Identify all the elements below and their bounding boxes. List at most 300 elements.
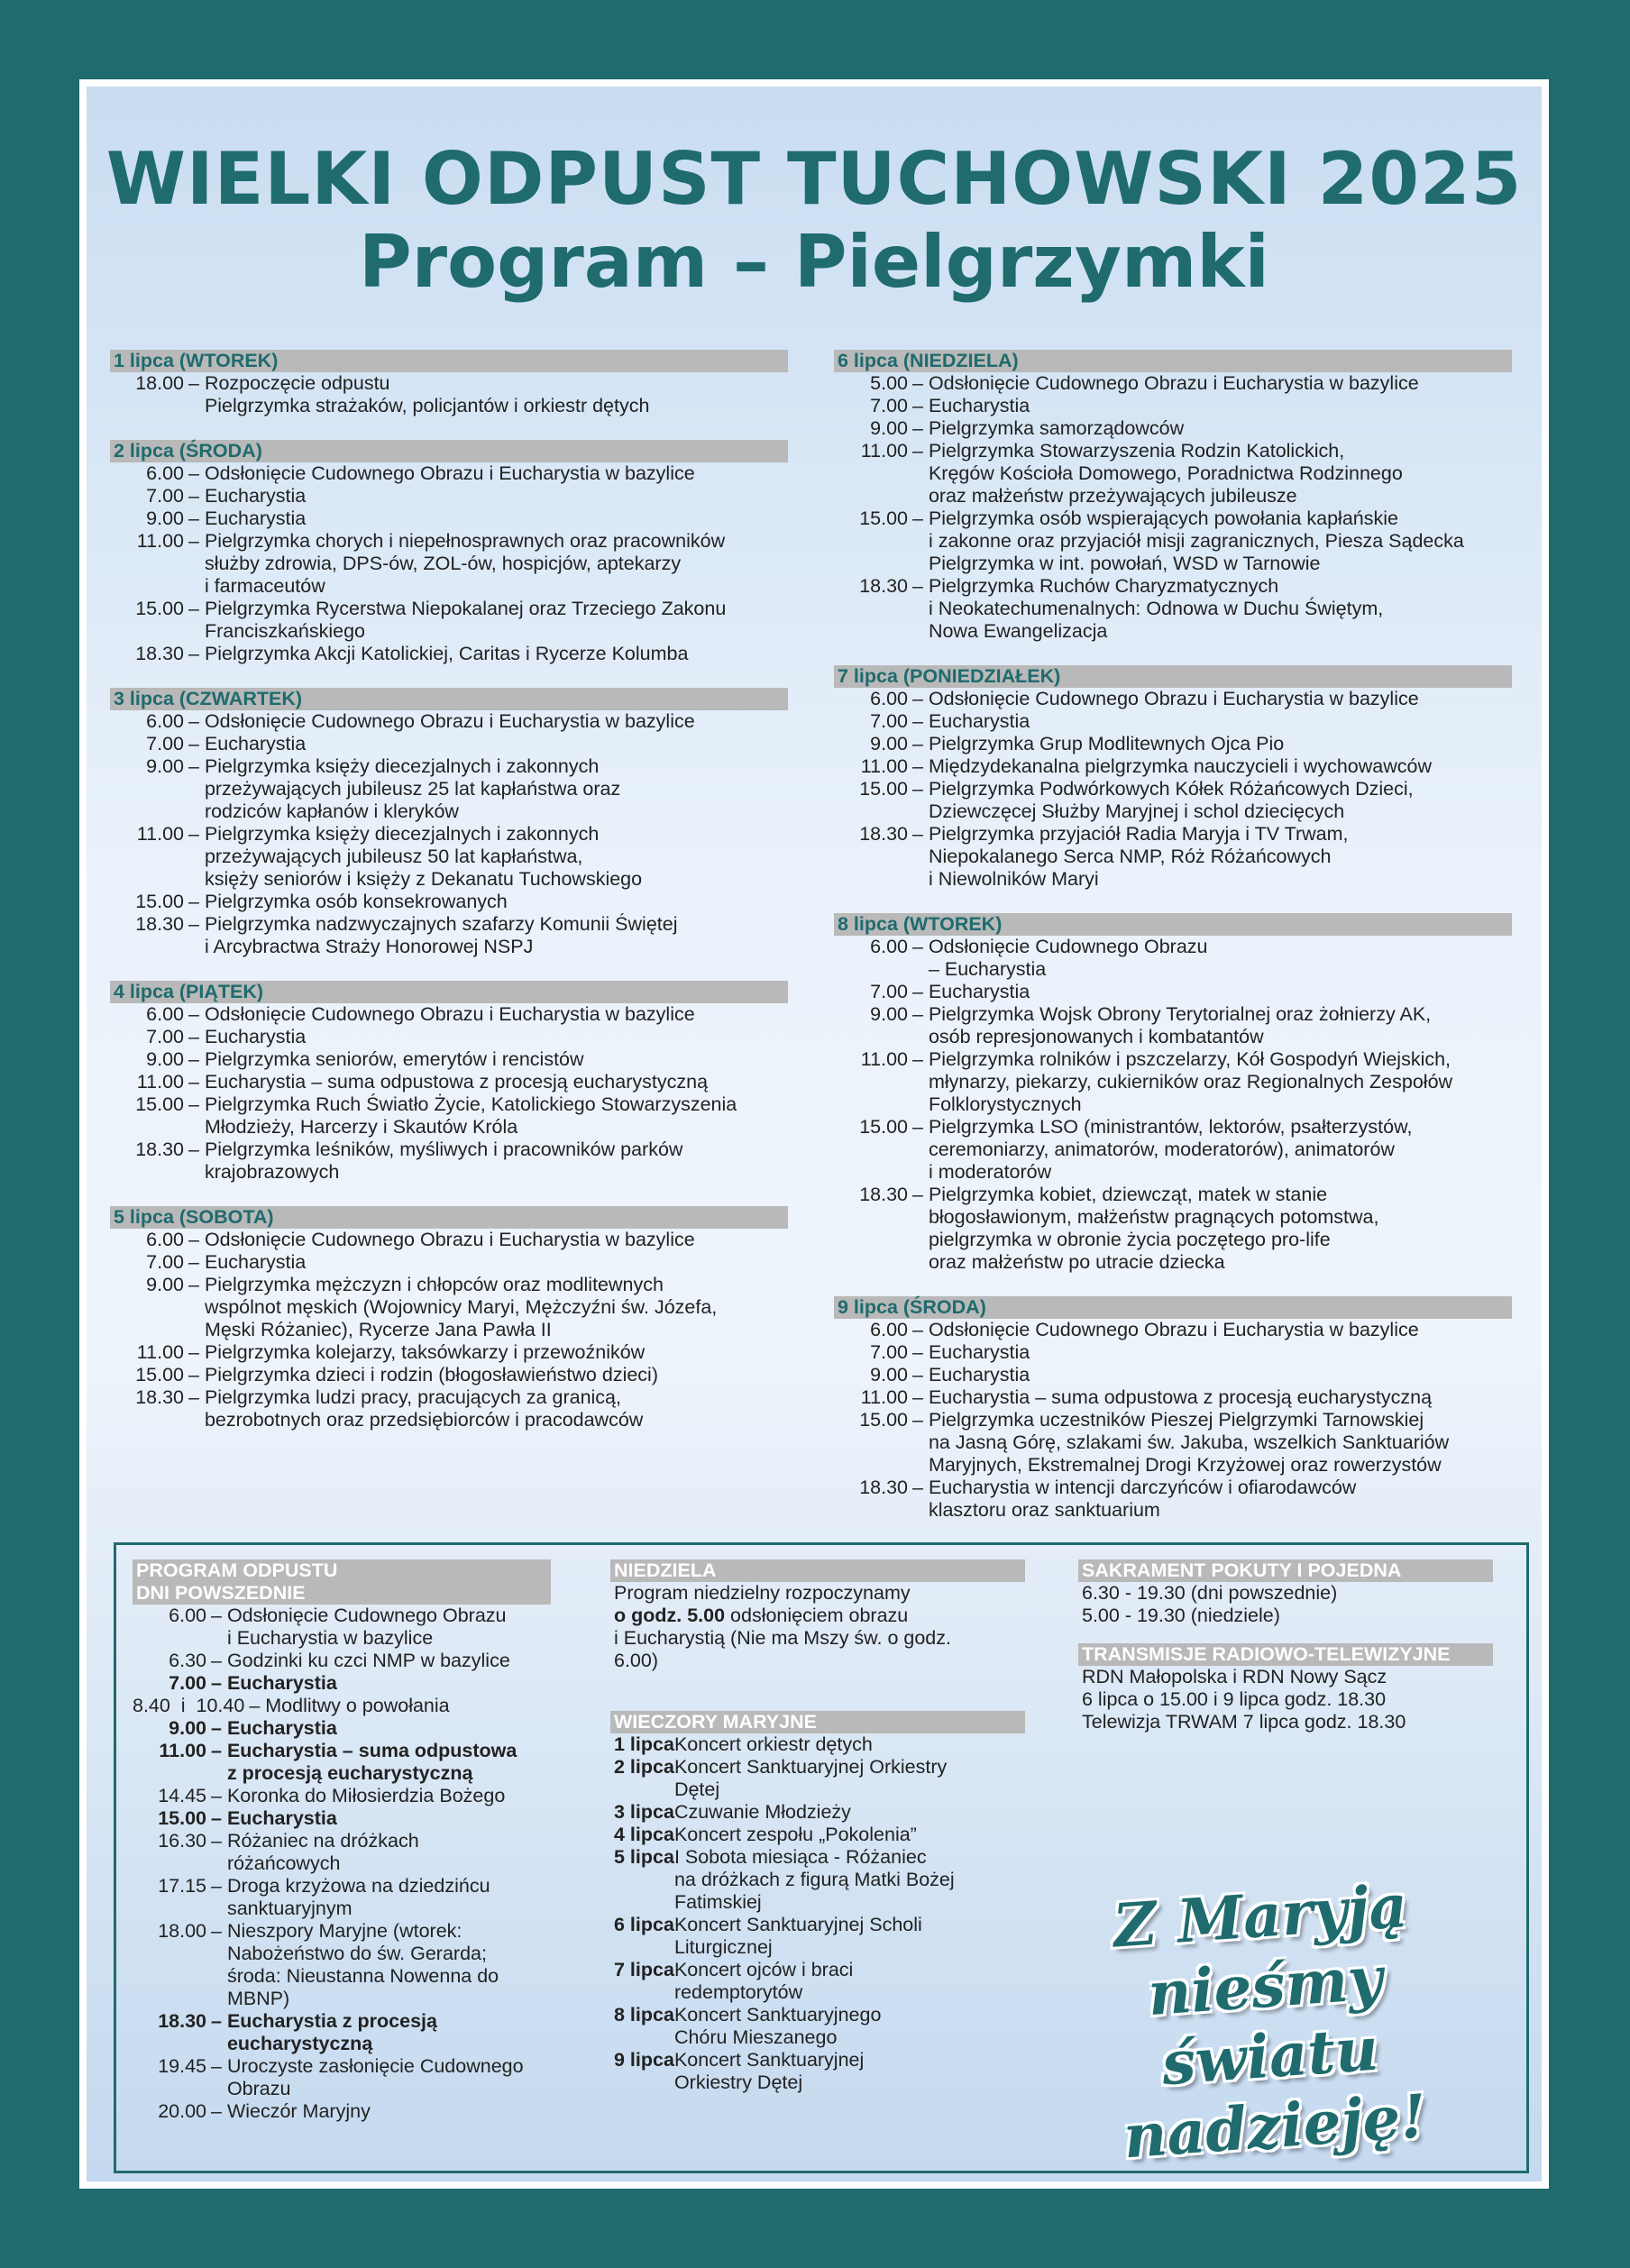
program-dash: – xyxy=(211,1807,227,1829)
event-body xyxy=(184,372,788,417)
event-time: 11.00 xyxy=(136,1071,184,1093)
sunday-header: NIEDZIELA xyxy=(610,1559,1025,1582)
event-time: 9.00 xyxy=(146,508,184,529)
program-time: 14.45 xyxy=(158,1785,206,1806)
sunday-line-1: Program niedzielny rozpoczynamy xyxy=(614,1582,911,1604)
event-dash: – xyxy=(188,1139,205,1160)
schedule-event xyxy=(834,733,1512,755)
program-body xyxy=(206,1807,583,1830)
event-dash: – xyxy=(188,530,205,552)
program-description: Modlitwy o powołania xyxy=(265,1695,450,1716)
event-description: Pielgrzymka rolników i pszczelarzy, Kół Gospodyń Wiejskich, młynarzy, piekarzy, cukierników oraz Regionalnych Zespołów Folklorystycznych xyxy=(928,1048,1453,1115)
schedule-event xyxy=(834,688,1512,710)
evenings-list xyxy=(610,1733,1025,2094)
program-description: Eucharystia xyxy=(226,1672,337,1694)
event-dash: – xyxy=(188,1003,205,1025)
program-description: Nieszpory Maryjne (wtorek: Nabożeństwo do św. Gerarda; środa: Nieustanna Nowenna do MBNP) xyxy=(226,1920,499,2009)
event-time: 5.00 xyxy=(870,372,908,394)
event-time: 11.00 xyxy=(860,1048,908,1070)
event-body xyxy=(908,1409,1512,1477)
day-block xyxy=(834,1296,1512,1522)
event-description: Pielgrzymka Grup Modlitewnych Ojca Pio xyxy=(928,733,1285,754)
event-body xyxy=(908,1386,1512,1409)
sunday-bold-time: o godz. 5.00 xyxy=(614,1605,726,1626)
event-time: 15.00 xyxy=(859,508,908,529)
event-body xyxy=(908,733,1512,755)
schedule-event xyxy=(110,1003,788,1026)
event-body xyxy=(908,688,1512,710)
event-time: 6.00 xyxy=(870,688,908,709)
day-header: 7 lipca (PONIEDZIAŁEK) xyxy=(834,665,1512,688)
event-time: 15.00 xyxy=(135,598,184,619)
evening-day: 7 lipca xyxy=(614,1959,674,1980)
program-item xyxy=(133,1830,583,1875)
motto-line-2: nieśmy xyxy=(1145,1943,1385,2030)
evening-description: Koncert Sanktuaryjnego Chóru Mieszanego xyxy=(673,2004,882,2048)
schedule-event xyxy=(834,417,1512,440)
event-description: Pielgrzymka księży diecezjalnych i zakonnych przeżywających jubileusz 50 lat kapłaństwa, księży seniorów i księży z Dekanatu Tuchowskiego xyxy=(204,823,643,890)
program-item xyxy=(133,1785,583,1807)
event-dash: – xyxy=(912,575,929,597)
event-dash: – xyxy=(188,1341,205,1363)
event-dash: – xyxy=(188,598,205,619)
event-description: Międzydekanalna pielgrzymka nauczycieli i wychowawców xyxy=(928,755,1432,777)
event-dash: – xyxy=(188,710,205,732)
event-time: 18.30 xyxy=(859,1184,908,1205)
event-time: 11.00 xyxy=(860,1386,908,1408)
broadcast-line-3: Telewizja TRWAM 7 lipca godz. 18.30 xyxy=(1082,1711,1406,1733)
program-body xyxy=(206,1875,583,1920)
evening-item xyxy=(610,1824,1025,1846)
event-description: Eucharystia xyxy=(204,1251,307,1273)
schedule-event xyxy=(110,733,788,755)
day-block xyxy=(110,350,788,417)
event-time: 7.00 xyxy=(146,1251,184,1273)
schedule-event xyxy=(834,372,1512,395)
program-body xyxy=(206,2055,583,2100)
sunday-line-3: i Eucharystią (Nie ma Mszy św. o godz. 6.00) xyxy=(614,1627,951,1671)
program-column xyxy=(133,1559,583,2123)
event-description: Odsłonięcie Cudownego Obrazu i Eucharystia w bazylice xyxy=(928,372,1419,394)
event-body xyxy=(908,417,1512,440)
event-body xyxy=(908,395,1512,417)
schedule-event xyxy=(834,1184,1512,1274)
event-dash: – xyxy=(912,778,929,800)
schedule-event xyxy=(834,1116,1512,1184)
event-description: Odsłonięcie Cudownego Obrazu i Eucharystia w bazylice xyxy=(928,688,1419,709)
evening-item xyxy=(610,1846,1025,1914)
motto-line-1: Z Maryją xyxy=(1111,1870,1410,1962)
event-time: 6.00 xyxy=(146,1229,184,1250)
evening-day: 4 lipca xyxy=(614,1824,674,1845)
event-dash: – xyxy=(912,755,929,777)
day-block xyxy=(834,350,1512,643)
day-header: 2 lipca (ŚRODA) xyxy=(110,440,788,462)
event-body xyxy=(184,1251,788,1274)
event-time: 11.00 xyxy=(136,1341,184,1363)
event-body xyxy=(184,1274,788,1341)
event-dash: – xyxy=(912,508,929,529)
event-time: 18.30 xyxy=(135,1139,184,1160)
program-description: Koronka do Miłosierdzia Bożego xyxy=(226,1785,506,1806)
poster-subtitle: Program – Pielgrzymki xyxy=(359,220,1269,304)
motto-line-4: nadzieję! xyxy=(1121,2081,1429,2172)
evening-description: I Sobota miesiąca - Różaniec na dróżkach z figurą Matki Bożej Fatimskiej xyxy=(673,1846,955,1913)
schedule-event xyxy=(834,395,1512,417)
program-description: Droga krzyżowa na dziedzińcu sanktuaryjnym xyxy=(226,1875,490,1919)
schedule-event xyxy=(110,530,788,598)
event-time: 11.00 xyxy=(136,530,184,552)
program-dash: – xyxy=(211,1920,227,1942)
evening-description: Koncert zespołu „Pokolenia” xyxy=(673,1824,917,1845)
event-dash: – xyxy=(188,1093,205,1115)
event-description: Eucharystia w intencji darczyńców i ofiarodawców klasztoru oraz sanktuarium xyxy=(928,1477,1357,1521)
event-dash: – xyxy=(912,1409,929,1431)
event-description: Pielgrzymka seniorów, emerytów i rencistów xyxy=(204,1048,584,1070)
event-time: 9.00 xyxy=(146,1048,184,1070)
program-dash: – xyxy=(211,1785,227,1806)
program-time: 7.00 xyxy=(169,1672,206,1694)
program-body xyxy=(206,1672,583,1695)
program-time: 18.00 xyxy=(158,1920,206,1942)
event-body xyxy=(184,1048,788,1071)
schedule-event xyxy=(110,1364,788,1386)
event-time: 7.00 xyxy=(870,1341,908,1363)
event-time: 18.00 xyxy=(135,372,184,394)
poster-title: WIELKI ODPUST TUCHOWSKI 2025 xyxy=(105,137,1523,221)
program-item xyxy=(133,2010,583,2055)
schedule-event xyxy=(110,462,788,485)
schedule-event xyxy=(110,823,788,891)
schedule-event xyxy=(110,508,788,530)
evening-day: 1 lipca xyxy=(614,1733,674,1755)
event-description: Pielgrzymka leśników, myśliwych i pracowników parków krajobrazowych xyxy=(204,1139,683,1183)
left-schedule-column xyxy=(110,350,788,1454)
event-description: Eucharystia xyxy=(928,1364,1030,1385)
day-header: 9 lipca (ŚRODA) xyxy=(834,1296,1512,1319)
event-body xyxy=(908,1184,1512,1274)
event-dash: – xyxy=(912,1003,929,1025)
program-item xyxy=(133,2100,583,2123)
event-body xyxy=(184,1229,788,1251)
program-item xyxy=(133,1875,583,1920)
event-time: 18.30 xyxy=(859,575,908,597)
schedule-event xyxy=(110,1386,788,1431)
event-time: 15.00 xyxy=(859,1409,908,1431)
event-body xyxy=(184,508,788,530)
day-block xyxy=(834,913,1512,1274)
event-dash: – xyxy=(912,1386,929,1408)
event-description: Pielgrzymka LSO (ministrantów, lektorów, psałterzystów, ceremoniarzy, animatorów, moderatorów), animatorów i moderatorów xyxy=(928,1116,1413,1183)
event-description: Odsłonięcie Cudownego Obrazu i Eucharystia w bazylice xyxy=(204,462,695,484)
program-body xyxy=(206,1920,583,2010)
event-dash: – xyxy=(912,710,929,732)
program-item xyxy=(133,1605,583,1650)
program-body xyxy=(206,1830,583,1875)
program-dash: – xyxy=(211,2100,227,2122)
event-dash: – xyxy=(912,936,929,957)
program-dash: – xyxy=(211,1650,227,1671)
evening-description: Koncert Sanktuaryjnej Scholi Liturgicznej xyxy=(673,1914,922,1958)
event-dash: – xyxy=(188,733,205,754)
broadcast-line-1: RDN Małopolska i RDN Nowy Sącz xyxy=(1082,1666,1387,1687)
event-dash: – xyxy=(912,1048,929,1070)
event-dash: – xyxy=(912,1184,929,1205)
event-description: Odsłonięcie Cudownego Obrazu i Eucharystia w bazylice xyxy=(204,710,695,732)
schedule-event xyxy=(834,440,1512,508)
event-dash: – xyxy=(912,372,929,394)
program-body xyxy=(206,1740,583,1785)
event-body xyxy=(184,1071,788,1093)
event-description: Pielgrzymka uczestników Pieszej Pielgrzymki Tarnowskiej na Jasną Górę, szlakami św. Jakuba, wszelkich Sanktuariów Maryjnych, Ekstremalnej Drogi Krzyżowej oraz rowerzystów xyxy=(928,1409,1450,1476)
event-time: 7.00 xyxy=(870,395,908,416)
evening-day: 3 lipca xyxy=(614,1801,674,1823)
event-time: 18.30 xyxy=(859,823,908,845)
program-time: 11.00 xyxy=(159,1740,206,1761)
event-body xyxy=(184,462,788,485)
event-body xyxy=(184,891,788,913)
event-description: Eucharystia xyxy=(204,733,307,754)
event-description: Eucharystia xyxy=(928,981,1030,1002)
event-description: Eucharystia xyxy=(928,710,1030,732)
sunday-line-2 xyxy=(610,1605,1025,1627)
event-body xyxy=(908,575,1512,643)
event-description: Pielgrzymka kolejarzy, taksówkarzy i przewoźników xyxy=(204,1341,646,1363)
event-time: 6.00 xyxy=(146,462,184,484)
schedule-event xyxy=(834,1048,1512,1116)
event-body xyxy=(908,1048,1512,1116)
event-description: Eucharystia – suma odpustowa z procesją eucharystyczną xyxy=(204,1071,709,1093)
day-header: 5 lipca (SOBOTA) xyxy=(110,1206,788,1229)
program-body xyxy=(206,2010,583,2055)
event-time: 18.30 xyxy=(135,643,184,664)
program-item xyxy=(133,1695,583,1717)
schedule-event xyxy=(110,1026,788,1048)
schedule-event xyxy=(110,755,788,823)
event-body xyxy=(184,530,788,598)
schedule-event xyxy=(834,936,1512,981)
evening-item xyxy=(610,2004,1025,2049)
event-description: Pielgrzymka Akcji Katolickiej, Caritas i Rycerze Kolumba xyxy=(204,643,689,664)
event-time: 9.00 xyxy=(146,755,184,777)
event-description: Pielgrzymka samorządowców xyxy=(928,417,1185,439)
program-dash: – xyxy=(211,1717,227,1739)
schedule-event xyxy=(834,823,1512,891)
event-dash: – xyxy=(912,440,929,462)
event-time: 15.00 xyxy=(859,778,908,800)
evening-item xyxy=(610,1801,1025,1824)
event-time: 6.00 xyxy=(870,1319,908,1340)
program-item xyxy=(133,1920,583,2010)
schedule-event xyxy=(110,1139,788,1184)
event-description: Pielgrzymka Ruch Światło Życie, Katolickiego Stowarzyszenia Młodzieży, Harcerzy i Skautów Króla xyxy=(204,1093,737,1138)
event-description: Rozpoczęcie odpustu Pielgrzymka strażaków, policjantów i orkiestr dętych xyxy=(204,372,650,416)
evening-day: 8 lipca xyxy=(614,2004,674,2026)
event-time: 15.00 xyxy=(135,891,184,912)
program-time: 6.30 xyxy=(169,1650,206,1671)
event-dash: – xyxy=(188,891,205,912)
event-body xyxy=(184,755,788,823)
event-body xyxy=(184,1386,788,1431)
program-description: Wieczór Maryjny xyxy=(226,2100,371,2122)
event-description: Odsłonięcie Cudownego Obrazu i Eucharystia w bazylice xyxy=(928,1319,1419,1340)
event-time: 6.00 xyxy=(146,710,184,732)
event-dash: – xyxy=(912,823,929,845)
event-dash: – xyxy=(188,1026,205,1047)
event-description: Pielgrzymka Stowarzyszenia Rodzin Katolickich, Kręgów Kościoła Domowego, Poradnictwa Rodzinnego oraz małżeństw przeżywających jubileusze xyxy=(928,440,1403,507)
schedule-event xyxy=(110,1071,788,1093)
evenings-header: WIECZORY MARYJNE xyxy=(610,1711,1025,1733)
program-body xyxy=(206,1650,583,1672)
schedule-event xyxy=(834,778,1512,823)
event-description: Pielgrzymka osób wspierających powołania kapłańskie i zakonne oraz przyjaciół misji zagranicznych, Piesza Sądecka Pielgrzymka w int. powołań, WSD w Tarnowie xyxy=(928,508,1464,574)
schedule-event xyxy=(834,1341,1512,1364)
program-body xyxy=(206,1717,583,1740)
event-dash: – xyxy=(188,462,205,484)
event-time: 18.30 xyxy=(135,1386,184,1408)
event-description: Eucharystia xyxy=(204,485,307,507)
event-time: 11.00 xyxy=(136,823,184,845)
event-description: Odsłonięcie Cudownego Obrazu – Eucharystia xyxy=(928,936,1208,980)
program-time: 18.30 xyxy=(158,2010,206,2032)
program-time: 19.45 xyxy=(158,2055,206,2077)
confession-broadcast-column xyxy=(1078,1559,1493,1733)
program-description: Eucharystia z procesją eucharystyczną xyxy=(226,2010,437,2054)
event-body xyxy=(184,733,788,755)
event-description: Pielgrzymka dzieci i rodzin (błogosławieństwo dzieci) xyxy=(204,1364,658,1385)
program-body xyxy=(206,1785,583,1807)
evening-description: Koncert orkiestr dętych xyxy=(673,1733,873,1755)
event-dash: – xyxy=(188,1274,205,1295)
program-time: 16.30 xyxy=(158,1830,206,1852)
event-body xyxy=(908,823,1512,891)
day-header: 8 lipca (WTOREK) xyxy=(834,913,1512,936)
day-block xyxy=(110,688,788,958)
program-dash: – xyxy=(211,2010,227,2032)
broadcast-header: TRANSMISJE RADIOWO-TELEWIZYJNE xyxy=(1078,1643,1493,1666)
event-description: Pielgrzymka księży diecezjalnych i zakonnych przeżywających jubileusz 25 lat kapłaństwa oraz rodziców kapłanów i kleryków xyxy=(204,755,621,822)
event-time: 9.00 xyxy=(870,1364,908,1385)
event-description: Eucharystia xyxy=(204,508,307,529)
event-description: Odsłonięcie Cudownego Obrazu i Eucharystia w bazylice xyxy=(204,1003,695,1025)
program-dash: – xyxy=(211,1672,227,1694)
day-block xyxy=(110,440,788,665)
program-dash: – xyxy=(211,1830,227,1852)
event-body xyxy=(908,755,1512,778)
event-body xyxy=(908,710,1512,733)
event-description: Eucharystia xyxy=(928,1341,1030,1363)
event-description: Pielgrzymka ludzi pracy, pracujących za granicą, bezrobotnych oraz przedsiębiorców i pracodawców xyxy=(204,1386,644,1431)
event-description: Eucharystia xyxy=(928,395,1030,416)
event-description: Pielgrzymka Rycerstwa Niepokalanej oraz Trzeciego Zakonu Franciszkańskiego xyxy=(204,598,727,642)
program-item xyxy=(133,1650,583,1672)
event-time: 15.00 xyxy=(135,1364,184,1385)
event-time: 7.00 xyxy=(870,710,908,732)
event-time: 18.30 xyxy=(859,1477,908,1498)
event-body xyxy=(908,981,1512,1003)
event-body xyxy=(908,1364,1512,1386)
confession-line-1: 6.30 - 19.30 (dni powszednie) xyxy=(1082,1582,1338,1604)
event-body xyxy=(908,1319,1512,1341)
sunday-line-2-rest: odsłonięciem obrazu xyxy=(725,1605,909,1626)
event-time: 7.00 xyxy=(146,733,184,754)
event-dash: – xyxy=(188,1048,205,1070)
event-description: Pielgrzymka chorych i niepełnosprawnych oraz pracowników służby zdrowia, DPS-ów, ZOL-ów, hospicjów, aptekarzy i farmaceutów xyxy=(204,530,726,597)
program-description: Różaniec na dróżkach różańcowych xyxy=(226,1830,419,1874)
schedule-event xyxy=(110,598,788,643)
schedule-event xyxy=(110,1048,788,1071)
event-body xyxy=(908,440,1512,508)
motto-line-3: światu xyxy=(1159,2013,1381,2099)
program-item xyxy=(133,1717,583,1740)
day-block xyxy=(834,665,1512,891)
program-time: 17.15 xyxy=(158,1875,206,1897)
event-dash: – xyxy=(188,823,205,845)
event-body xyxy=(184,1026,788,1048)
program-dash: – xyxy=(249,1695,266,1716)
poster-panel xyxy=(87,87,1542,2181)
event-body xyxy=(908,1116,1512,1184)
program-time: 8.40 i 10.40 xyxy=(133,1695,245,1716)
schedule-event xyxy=(110,1251,788,1274)
program-item xyxy=(133,2055,583,2100)
event-description: Pielgrzymka Wojsk Obrony Terytorialnej oraz żołnierzy AK, osób represjonowanych i kombatantów xyxy=(928,1003,1432,1047)
weekdays-header: DNI POWSZEDNIE xyxy=(133,1582,551,1605)
event-body xyxy=(908,1341,1512,1364)
schedule-event xyxy=(834,1003,1512,1048)
event-time: 9.00 xyxy=(870,733,908,754)
program-dash: – xyxy=(211,1740,227,1761)
confession-line-2: 5.00 - 19.30 (niedziele) xyxy=(1082,1605,1280,1626)
evening-description: Koncert Sanktuaryjnej Orkiestry Dętej xyxy=(673,2049,865,2093)
evening-day: 9 lipca xyxy=(614,2049,674,2071)
evening-item xyxy=(610,1959,1025,2004)
event-description: Pielgrzymka Podwórkowych Kółek Różańcowych Dzieci, Dziewczęcej Służby Maryjnej i schol dziecięcych xyxy=(928,778,1414,822)
evening-description: Czuwanie Młodzieży xyxy=(673,1801,851,1823)
poster-frame xyxy=(79,79,1549,2189)
schedule-event xyxy=(834,710,1512,733)
event-dash: – xyxy=(912,1116,929,1138)
event-dash: – xyxy=(912,733,929,754)
event-dash: – xyxy=(188,1251,205,1273)
event-description: Pielgrzymka Ruchów Charyzmatycznych i Neokatechumenalnych: Odnowa w Duchu Świętym, Nowa Ewangelizacja xyxy=(928,575,1384,642)
schedule-event xyxy=(110,1229,788,1251)
schedule-event xyxy=(834,1477,1512,1522)
schedule-event xyxy=(110,710,788,733)
event-body xyxy=(908,1003,1512,1048)
event-time: 9.00 xyxy=(146,1274,184,1295)
schedule-event xyxy=(834,981,1512,1003)
event-dash: – xyxy=(188,1229,205,1250)
event-description: Pielgrzymka kobiet, dziewcząt, matek w stanie błogosławionym, małżeństw pragnących potomstwa, pielgrzymka w obronie życia poczętego pro-life oraz małżeństw po utracie dziecka xyxy=(928,1184,1379,1273)
event-body xyxy=(184,485,788,508)
program-dash: – xyxy=(211,1605,227,1626)
event-body xyxy=(908,508,1512,575)
program-time: 9.00 xyxy=(169,1717,206,1739)
program-time: 20.00 xyxy=(158,2100,206,2122)
event-time: 11.00 xyxy=(860,755,908,777)
event-time: 7.00 xyxy=(146,485,184,507)
event-time: 18.30 xyxy=(135,913,184,935)
event-dash: – xyxy=(912,1319,929,1340)
event-dash: – xyxy=(188,372,205,394)
program-time: 6.00 xyxy=(169,1605,206,1626)
event-time: 6.00 xyxy=(870,936,908,957)
event-dash: – xyxy=(188,755,205,777)
event-body xyxy=(184,710,788,733)
program-description: Eucharystia xyxy=(226,1717,337,1739)
event-description: Pielgrzymka osób konsekrowanych xyxy=(204,891,508,912)
